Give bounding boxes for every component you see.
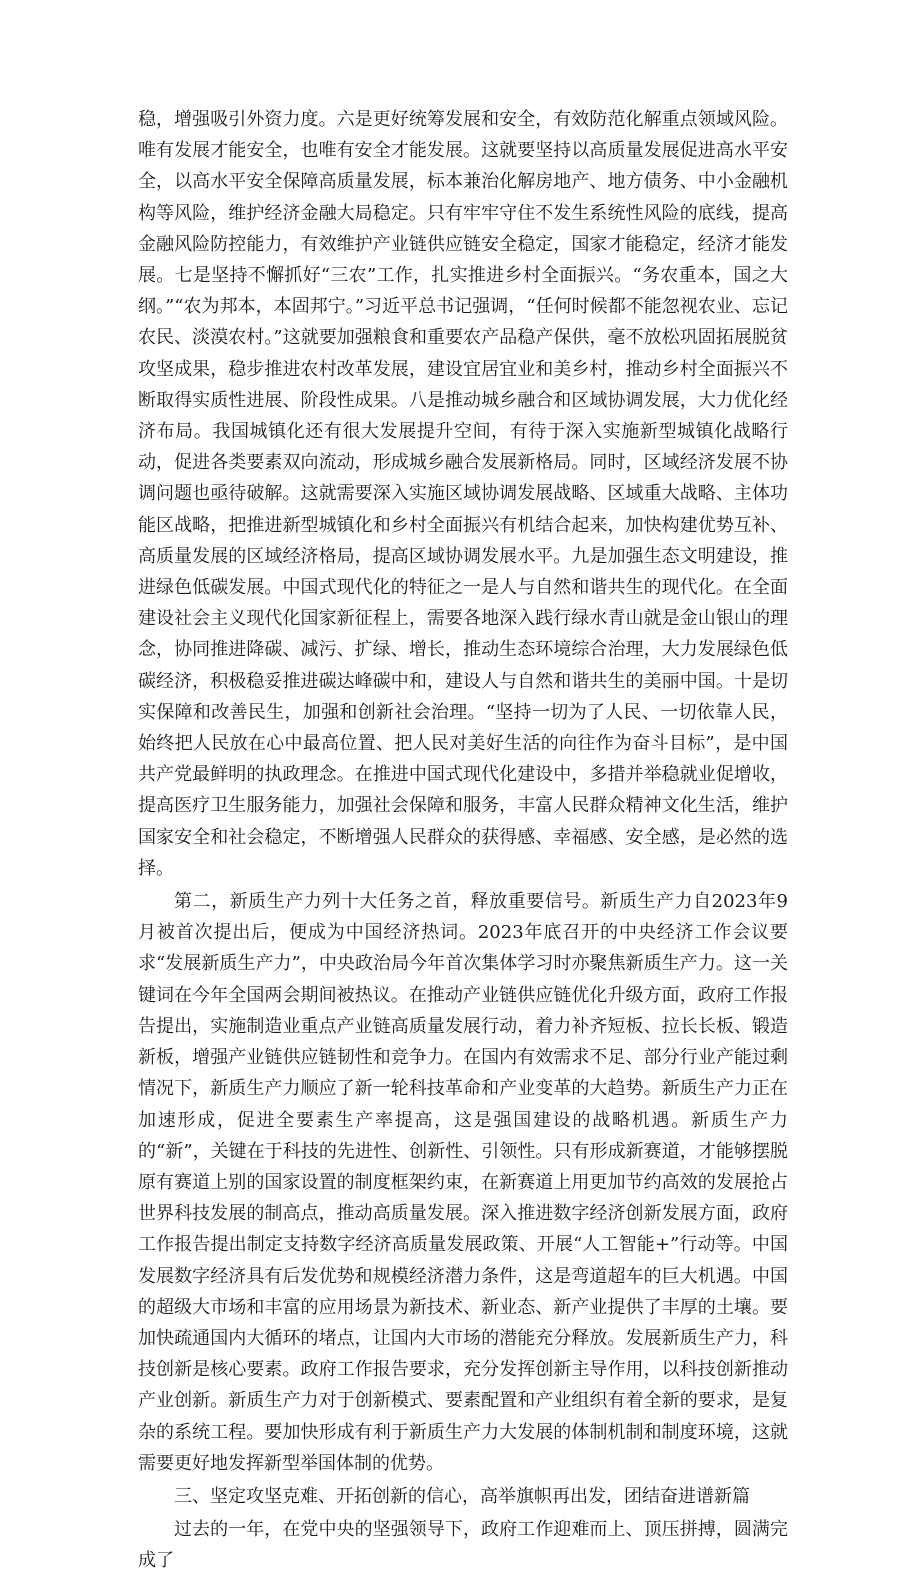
paragraph-second: 第二，新质生产力列十大任务之首，释放重要信号。新质生产力自2023年9月被首次提出后，便成为中国经济热词。2023年底召开的中央经济工作会议要求“发展新质生产力”，中央政治局今年首次集体学习时亦聚焦新质生产力。这一关键词在今年全国两会期间被热议。在推动产业链供应链优化升级方面，政府工作报告提出，实施制造业重点产业链高质量发展行动，着力补齐短板、拉长长板、锻造新板，增强产业链供应链韧性和竞争力。在国内有效需求不足、部分行业产能过剩情况下，新质生产力顺应了新一轮科技革命和产业变革的大趋势。新质生产力正在加速形成，促进全要素生产率提高，这是强国建设的战略机遇。新质生产力的“新”，关键在于科技的先进性、创新性、引领性。只有形成新赛道，才能够摆脱原有赛道上别的国家设置的制度框架约束，在新赛道上用更加节约高效的发展抢占世界科技发展的制高点，推动高质量发展。深入推进数字经济创新发展方面，政府工作报告提出制定支持数字经济高质量发展政策、开展“人工智能+”行动等。中国发展数字经济具有后发优势和规模经济潜力条件，这是弯道超车的巨大机遇。中国的超级大市场和丰富的应用场景为新技术、新业态、新产业提供了丰厚的土壤。要加快疏通国内大循环的堵点，让国内大市场的潜能充分释放。发展新质生产力，科技创新是核心要素。政府工作报告要求，充分发挥创新主导作用，以科技创新推动产业创新。新质生产力对于创新模式、要素配置和产业组织有着全新的要求，是复杂的系统工程。要加快形成有利于新质生产力大发展的体制机制和制度环境，这就需要更好地发挥新型举国体制的优势。 xyxy=(138,891,788,1474)
paragraph-third: 过去的一年，在党中央的坚强领导下，政府工作迎难而上、顶压拼搏，圆满完成了 xyxy=(138,1519,788,1572)
document-page xyxy=(138,104,788,1577)
paragraph-continued: 稳，增强吸引外资力度。六是更好统筹发展和安全，有效防范化解重点领域风险。唯有发展才能安全，也唯有安全才能发展。这就要坚持以高质量发展促进高水平安全，以高水平安全保障高质量发展，标本兼治化解房地产、地方债务、中小金融机构等风险，维护经济金融大局稳定。只有牢牢守住不发生系统性风险的底线，提高金融风险防控能力，有效维护产业链供应链安全稳定，国家才能稳定，经济才能发展。七是坚持不懈抓好“三农”工作，扎实推进乡村全面振兴。“务农重本，国之大纲。”“农为邦本，本固邦宁。”习近平总书记强调，“任何时候都不能忽视农业、忘记农民、淡漠农村。”这就要加强粮食和重要农产品稳产保供，毫不放松巩固拓展脱贫攻坚成果，稳步推进农村改革发展，建设宜居宜业和美乡村，推动乡村全面振兴不断取得实质性进展、阶段性成果。八是推动城乡融合和区域协调发展，大力优化经济布局。我国城镇化还有很大发展提升空间，有待于深入实施新型城镇化战略行动，促进各类要素双向流动，形成城乡融合发展新格局。同时，区域经济发展不协调问题也亟待破解。这就需要深入实施区域协调发展战略、区域重大战略、主体功能区战略，把推进新型城镇化和乡村全面振兴有机结合起来，加快构建优势互补、高质量发展的区域经济格局，提高区域协调发展水平。九是加强生态文明建设，推进绿色低碳发展。中国式现代化的特征之一是人与自然和谐共生的现代化。在全面建设社会主义现代化国家新征程上，需要各地深入践行绿水青山就是金山银山的理念，协同推进降碳、减污、扩绿、增长，推动生态环境综合治理，大力发展绿色低碳经济，积极稳妥推进碳达峰碳中和，建设人与自然和谐共生的美丽中国。十是切实保障和改善民生，加强和创新社会治理。“坚持一切为了人民、一切依靠人民，始终把人民放在心中最高位置、把人民对美好生活的向往作为奋斗目标”，是中国共产党最鲜明的执政理念。在推进中国式现代化建设中，多措并举稳就业促增收，提高医疗卫生服务能力，加强社会保障和服务，丰富人民群众精神文化生活，维护国家安全和社会稳定，不断增强人民群众的获得感、幸福感、安全感，是必然的选择。 xyxy=(138,109,788,879)
section-heading: 三、坚定攻坚克难、开拓创新的信心，高举旗帜再出发，团结奋进谱新篇 xyxy=(174,1485,750,1507)
